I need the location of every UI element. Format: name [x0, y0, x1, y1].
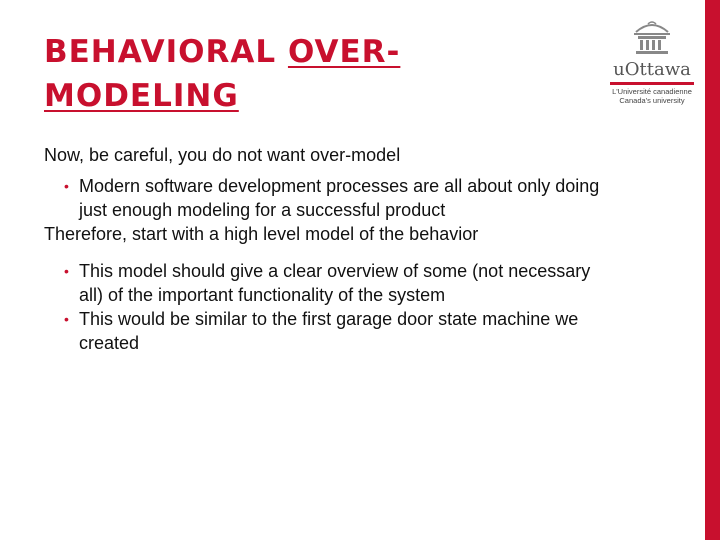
bullet-icon: • [64, 178, 69, 194]
title-part3: MODELING [44, 78, 239, 114]
bullet-level2 [44, 174, 614, 222]
logo-wordmark: uOttawa [613, 59, 691, 80]
title-part2: OVER- [287, 34, 401, 70]
slide-title [44, 30, 584, 118]
slide-body [44, 143, 614, 355]
building-icon [630, 14, 674, 58]
bullet-text: This model should give a clear overview of some (not necessary all) of the important functionality of the system [79, 261, 591, 305]
title-part1: BEHAVIORAL [44, 34, 288, 70]
accent-bar [705, 0, 720, 540]
bullet-level2 [44, 307, 614, 355]
bullet-level1: Now, be careful, you do not want over-model [44, 145, 401, 165]
bullet-icon: • [64, 311, 69, 327]
bullet-level1: Therefore, start with a high level model of the behavior [44, 224, 479, 244]
logo-subtitle-line2: Canada's university [619, 96, 685, 105]
bullet-text: Modern software development processes are all about only doing just enough modeling for a successful product [79, 176, 600, 220]
bullet-level2 [44, 259, 614, 307]
bullet-icon: • [64, 263, 69, 279]
uottawa-logo [604, 14, 700, 114]
bullet-text: This would be similar to the first garage door state machine we created [79, 309, 579, 353]
logo-subtitle-line1: L'Université canadienne [612, 87, 692, 96]
logo-divider [610, 82, 694, 85]
